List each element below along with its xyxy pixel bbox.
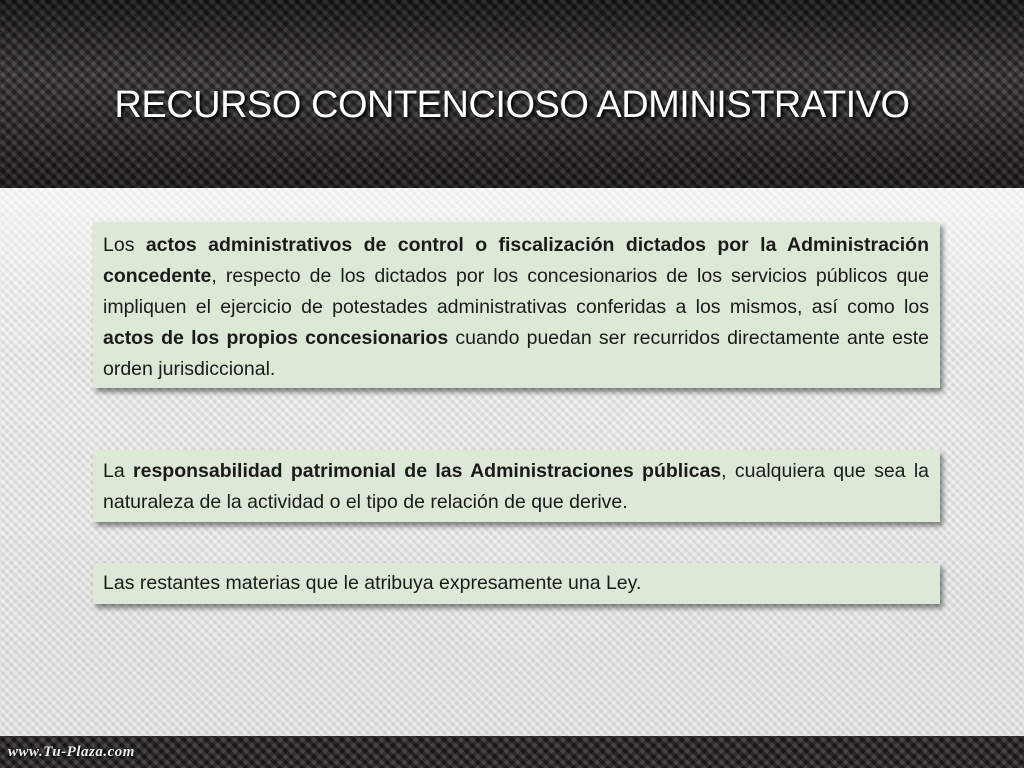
box-3-seg-0: Las restantes materias que le atribuya expresamente una Ley.	[103, 572, 642, 594]
text-box-3	[93, 563, 940, 604]
footer-band	[0, 736, 1024, 768]
box-1-seg-4: cuando puedan ser recurridos directamente ante este orden jurisdiccional.	[103, 327, 929, 380]
box-2-seg-1: responsabilidad patrimonial de las Administraciones públicas	[133, 460, 722, 482]
text-box-1	[93, 222, 940, 388]
box-1-seg-3: actos de los propios concesionarios	[103, 327, 449, 349]
text-box-2	[93, 450, 940, 522]
box-1-seg-2: , respecto de los dictados por los concesionarios de los servicios públicos que impliquen el ejercicio de potestades administrativas conferidas a los mismos, así como los	[103, 265, 929, 318]
box-1-seg-0: Los	[103, 234, 146, 256]
box-2-seg-0: La	[103, 460, 134, 482]
watermark-logo: www.Tu-Plaza.com	[8, 744, 135, 760]
box-2-seg-2: , cualquiera que sea la naturaleza de la actividad o el tipo de relación de que derive.	[103, 460, 930, 513]
box-1-seg-1: actos administrativos de control o fiscalización dictados por la Administración concedente	[103, 234, 929, 287]
slide-title: RECURSO CONTENCIOSO ADMINISTRATIVO	[114, 84, 910, 126]
